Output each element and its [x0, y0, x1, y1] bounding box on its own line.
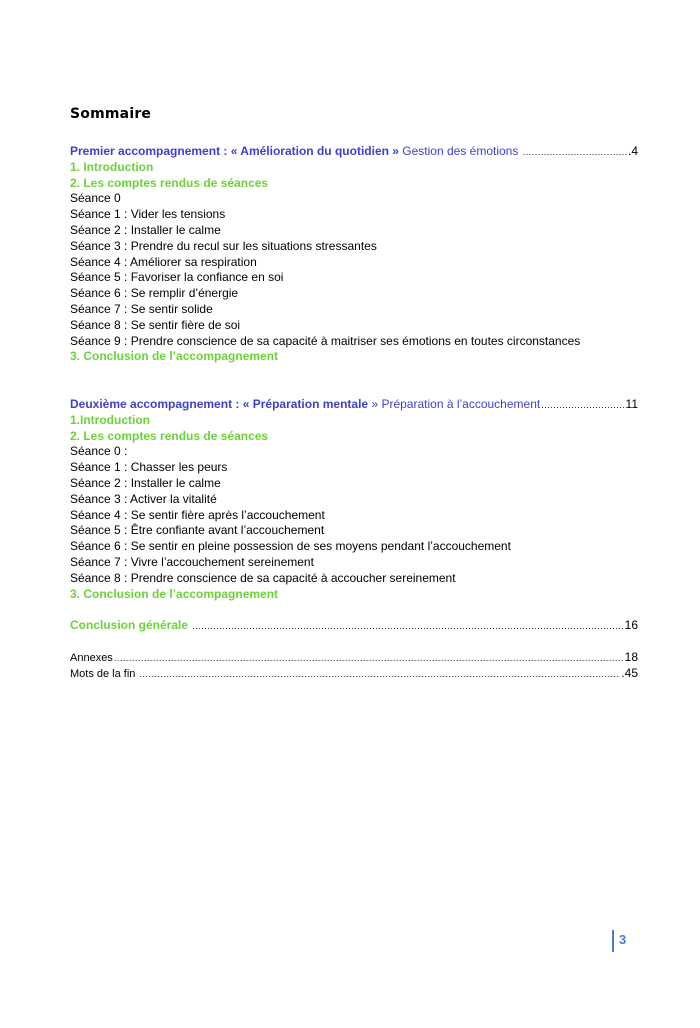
part-1-heading-bold: Premier accompagnement : « Amélioration du quotidien » — [70, 144, 399, 158]
part-2-session[interactable]: Séance 1 : Chasser les peurs — [70, 460, 228, 475]
leader-dots — [139, 667, 620, 682]
part-2-session[interactable]: Séance 4 : Se sentir fière après l’accouchement — [70, 507, 325, 522]
part-2-introduction[interactable]: 1.Introduction — [70, 412, 150, 427]
part-1-session[interactable]: Séance 2 : Installer le calme — [70, 222, 221, 237]
part-1-session[interactable]: Séance 0 — [70, 191, 121, 206]
part-1-introduction[interactable]: 1. Introduction — [70, 159, 154, 174]
page-number: 3 — [619, 932, 627, 947]
part-2-session[interactable]: Séance 2 : Installer le calme — [70, 475, 221, 490]
part-2-reports[interactable]: 2. Les comptes rendus de séances — [70, 428, 269, 443]
part-2-heading-rest: » Préparation à l’accouchement — [368, 397, 541, 411]
leader-dots — [523, 145, 627, 160]
part-2-conclusion[interactable]: 3. Conclusion de l’accompagnement — [70, 586, 279, 601]
part-1-session[interactable]: Séance 6 : Se remplir d’énergie — [70, 286, 239, 301]
page-number-bar — [612, 930, 614, 952]
part-1-conclusion[interactable]: 3. Conclusion de l’accompagnement — [70, 349, 279, 364]
part-2-page-number: 11 — [625, 397, 638, 411]
part-1-session[interactable]: Séance 8 : Se sentir fière de soi — [70, 317, 241, 332]
part-1-session[interactable]: Séance 7 : Se sentir solide — [70, 301, 213, 316]
final-words-page-number: .45 — [621, 665, 638, 680]
part-2-session[interactable]: Séance 3 : Activer la vitalité — [70, 491, 217, 506]
annexes-label: Annexes — [70, 652, 113, 664]
final-words-label: Mots de la fin — [70, 667, 139, 680]
part-1-heading-rest: Gestion des émotions — [398, 144, 522, 158]
toc-general-conclusion — [70, 618, 638, 634]
part-2-session[interactable]: Séance 8 : Prendre conscience de sa capacité à accoucher sereinement — [70, 570, 456, 585]
general-conclusion-page-number: 16 — [624, 618, 638, 632]
part-2-heading-bold: Deuxième accompagnement : « Préparation mentale — [70, 397, 369, 411]
part-1-session[interactable]: Séance 5 : Favoriser la confiance en soi — [70, 270, 284, 285]
leader-dots — [192, 619, 623, 634]
toc-part-1 — [70, 144, 638, 365]
toc-entry-part-1[interactable] — [70, 144, 638, 160]
part-2-session[interactable]: Séance 7 : Vivre l’accouchement sereinement — [70, 554, 314, 569]
toc-appendices — [70, 650, 638, 682]
part-1-session[interactable]: Séance 3 : Prendre du recul sur les situations stressantes — [70, 238, 377, 253]
document-page — [70, 0, 640, 1028]
part-1-reports[interactable]: 2. Les comptes rendus de séances — [70, 175, 269, 190]
toc-entry-general-conclusion[interactable] — [70, 618, 638, 634]
part-2-session[interactable]: Séance 6 : Se sentir en pleine possession de ses moyens pendant l’accouchement — [70, 539, 511, 554]
leader-dots — [114, 651, 624, 666]
part-2-session[interactable]: Séance 0 : — [70, 444, 128, 459]
part-1-session[interactable]: Séance 4 : Améliorer sa respiration — [70, 254, 257, 269]
toc-entry-final-words[interactable] — [70, 666, 638, 682]
page-title: Sommaire — [70, 106, 152, 122]
toc-entry-part-2[interactable] — [70, 397, 638, 413]
toc-entry-annexes[interactable] — [70, 650, 638, 666]
leader-dots — [541, 398, 624, 413]
part-1-page-number: .4 — [627, 144, 638, 158]
part-2-session[interactable]: Séance 5 : Être confiante avant l’accouchement — [70, 523, 325, 538]
part-1-session[interactable]: Séance 1 : Vider les tensions — [70, 207, 226, 222]
general-conclusion-label: Conclusion générale — [70, 618, 192, 632]
annexes-page-number: 18 — [624, 650, 638, 664]
toc-part-2 — [70, 397, 638, 602]
part-1-session[interactable]: Séance 9 : Prendre conscience de sa capacité à maitriser ses émotions en toutes circonstances — [70, 333, 581, 348]
